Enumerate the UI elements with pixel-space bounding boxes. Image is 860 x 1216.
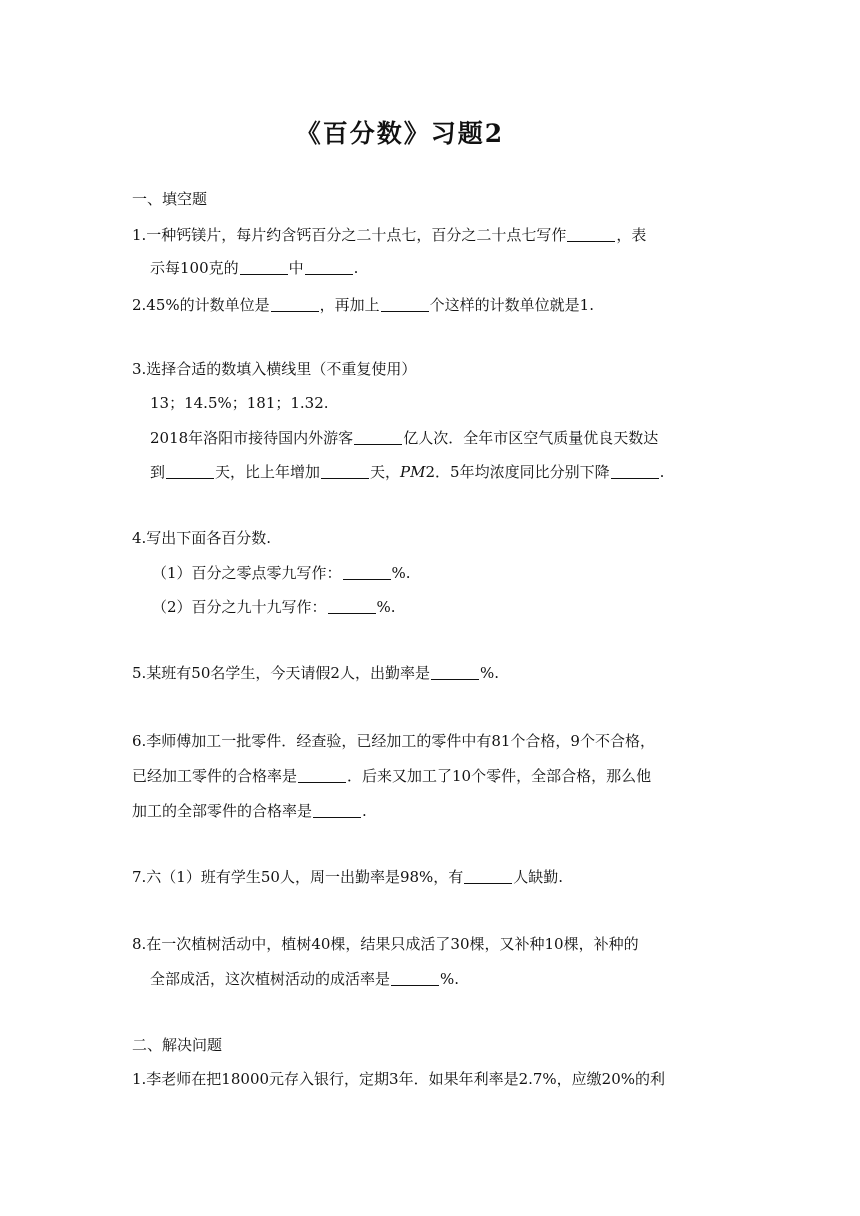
problem-1-line-1: 1.李老师在把18000元存入银行，定期3年．如果年利率是2.7%，应缴20%的利 xyxy=(132,1070,666,1088)
answer-blank[interactable] xyxy=(166,463,214,479)
answer-blank[interactable] xyxy=(567,226,615,242)
section-heading-fill-blank: 一、填空题 xyxy=(132,190,208,208)
question-2: 2.45%的计数单位是 ，再加上 个这样的计数单位就是1. xyxy=(132,296,594,314)
question-3-options: 13；14.5%；181；1.32. xyxy=(150,394,329,412)
question-4-item-1: （1）百分之零点零九写作： %. xyxy=(152,564,411,582)
answer-blank[interactable] xyxy=(381,296,429,312)
answer-blank[interactable] xyxy=(321,463,369,479)
question-4-line-1: 4.写出下面各百分数. xyxy=(132,529,272,547)
page-title: 《百分数》习题2 xyxy=(295,119,505,148)
answer-blank[interactable] xyxy=(240,259,288,275)
question-8-line-2: 全部成活，这次植树活动的成活率是 %. xyxy=(150,970,460,988)
question-1-line-1: 1.一种钙镁片，每片约含钙百分之二十点七，百分之二十点七写作 ，表 xyxy=(132,226,647,244)
question-6-line-2: 已经加工零件的合格率是 ．后来又加工了10个零件，全部合格，那么他 xyxy=(132,767,652,785)
question-1-line-2: 示每100克的 中 . xyxy=(150,259,359,277)
answer-blank[interactable] xyxy=(271,296,319,312)
answer-blank[interactable] xyxy=(313,802,361,818)
question-8-line-1: 8.在一次植树活动中，植树40棵，结果只成活了30棵，又补种10棵，补种的 xyxy=(132,935,639,953)
question-3-line-4: 到 天，比上年增加 天，PM2．5年均浓度同比分别下降 . xyxy=(150,463,665,481)
question-4-item-2: （2）百分之九十九写作： %. xyxy=(152,598,396,616)
answer-blank[interactable] xyxy=(464,868,512,884)
answer-blank[interactable] xyxy=(298,767,346,783)
question-5: 5.某班有50名学生，今天请假2人，出勤率是 %. xyxy=(132,664,499,682)
answer-blank[interactable] xyxy=(354,429,402,445)
question-6-line-1: 6.李师傅加工一批零件．经查验，已经加工的零件中有81个合格，9个不合格， xyxy=(132,732,655,750)
question-3-line-1: 3.选择合适的数填入横线里（不重复使用） xyxy=(132,360,417,378)
answer-blank[interactable] xyxy=(611,463,659,479)
question-3-line-3: 2018年洛阳市接待国内外游客 亿人次．全年市区空气质量优良天数达 xyxy=(150,429,659,447)
answer-blank[interactable] xyxy=(391,970,439,986)
answer-blank[interactable] xyxy=(305,259,353,275)
answer-blank[interactable] xyxy=(431,664,479,680)
answer-blank[interactable] xyxy=(328,598,376,614)
answer-blank[interactable] xyxy=(343,564,391,580)
section-heading-problems: 二、解决问题 xyxy=(132,1036,223,1054)
question-7: 7.六（1）班有学生50人，周一出勤率是98%，有 人缺勤. xyxy=(132,868,564,886)
question-6-line-3: 加工的全部零件的合格率是 . xyxy=(132,802,367,820)
